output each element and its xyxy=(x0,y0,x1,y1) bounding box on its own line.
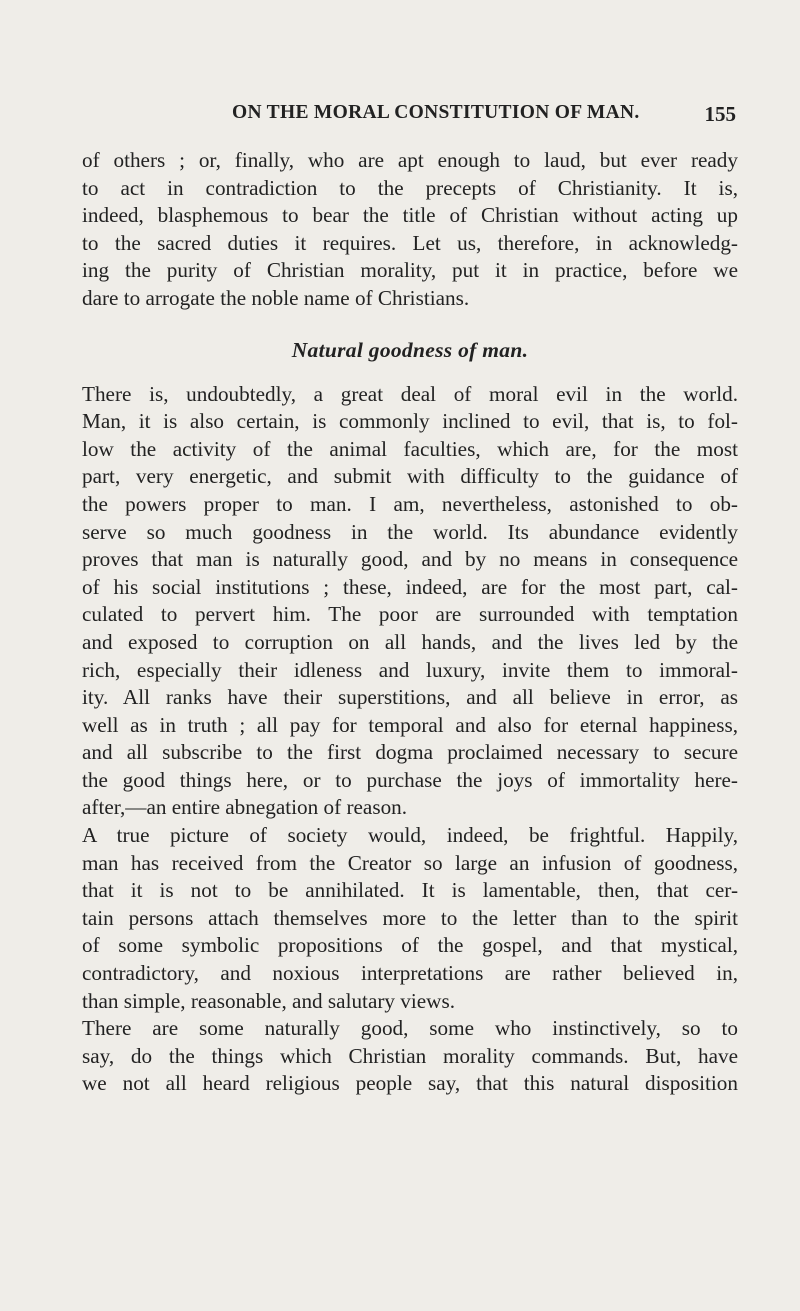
text-line: There are some naturally good, some who instinctively, so to xyxy=(82,1016,738,1041)
text-line: we not all heard religious people say, that this natural disposition xyxy=(82,1071,738,1096)
text-line: proves that man is naturally good, and by no means in consequence xyxy=(82,547,738,572)
text-line: after,—an entire abnegation of reason. xyxy=(82,795,408,820)
text-line: that it is not to be annihilated. It is lamentable, then, that cer- xyxy=(82,878,738,903)
text-line: ity. All ranks have their superstitions, and all believe in error, as xyxy=(82,685,738,710)
running-head xyxy=(232,102,736,128)
section-heading: Natural goodness of man. xyxy=(291,337,529,362)
text-line: A true picture of society would, indeed, be frightful. Happily, xyxy=(82,823,738,848)
text-line: the good things here, or to purchase the joys of immortality here- xyxy=(82,767,738,792)
text-line: low the activity of the animal faculties, which are, for the most xyxy=(82,436,738,461)
text-line: ing the purity of Christian morality, put it in practice, before we xyxy=(82,258,738,283)
text-line: contradictory, and noxious interpretations are rather believed in, xyxy=(82,961,738,986)
text-line: well as in truth ; all pay for temporal and also for eternal happiness, xyxy=(82,712,738,737)
running-title: ON THE MORAL CONSTITUTION OF MAN. xyxy=(232,102,640,123)
text-line: than simple, reasonable, and salutary views. xyxy=(82,988,456,1013)
text-line: say, do the things which Christian morality commands. But, have xyxy=(82,1043,738,1068)
text-line: to act in contradiction to the precepts of Christianity. It is, xyxy=(82,175,738,200)
text-line: the powers proper to man. I am, nevertheless, astonished to ob- xyxy=(82,491,738,516)
text-line: tain persons attach themselves more to the letter than to the spirit xyxy=(82,905,738,930)
text-line: serve so much goodness in the world. Its abundance evidently xyxy=(82,519,738,544)
text-line: Man, it is also certain, is commonly inclined to evil, that is, to fol- xyxy=(82,409,738,434)
paragraph-4 xyxy=(82,1015,738,1098)
text-line: dare to arrogate the noble name of Christians. xyxy=(82,285,470,310)
text-line: of some symbolic propositions of the gospel, and that mystical, xyxy=(82,933,738,958)
page-number: 155 xyxy=(704,102,736,126)
text-line: indeed, blasphemous to bear the title of Christian without acting up xyxy=(82,203,738,228)
text-line: man has received from the Creator so large an infusion of goodness, xyxy=(82,850,738,875)
text-line: There is, undoubtedly, a great deal of moral evil in the world. xyxy=(82,381,738,406)
text-line: part, very energetic, and submit with difficulty to the guidance of xyxy=(82,464,738,489)
paragraph-1 xyxy=(82,147,738,313)
text-line: and exposed to corruption on all hands, and the lives led by the xyxy=(82,629,738,654)
body-text xyxy=(82,147,738,1098)
text-line: and all subscribe to the first dogma proclaimed necessary to secure xyxy=(82,740,738,765)
text-line: rich, especially their idleness and luxury, invite them to immoral- xyxy=(82,657,738,682)
text-line: to the sacred duties it requires. Let us, therefore, in acknowledg- xyxy=(82,230,738,255)
text-line: of his social institutions ; these, indeed, are for the most part, cal- xyxy=(82,574,738,599)
paragraph-3 xyxy=(82,822,738,1015)
text-line: of others ; or, finally, who are apt enough to laud, but ever ready xyxy=(82,148,738,172)
paragraph-2 xyxy=(82,381,738,823)
text-line: culated to pervert him. The poor are surrounded with temptation xyxy=(82,602,738,627)
